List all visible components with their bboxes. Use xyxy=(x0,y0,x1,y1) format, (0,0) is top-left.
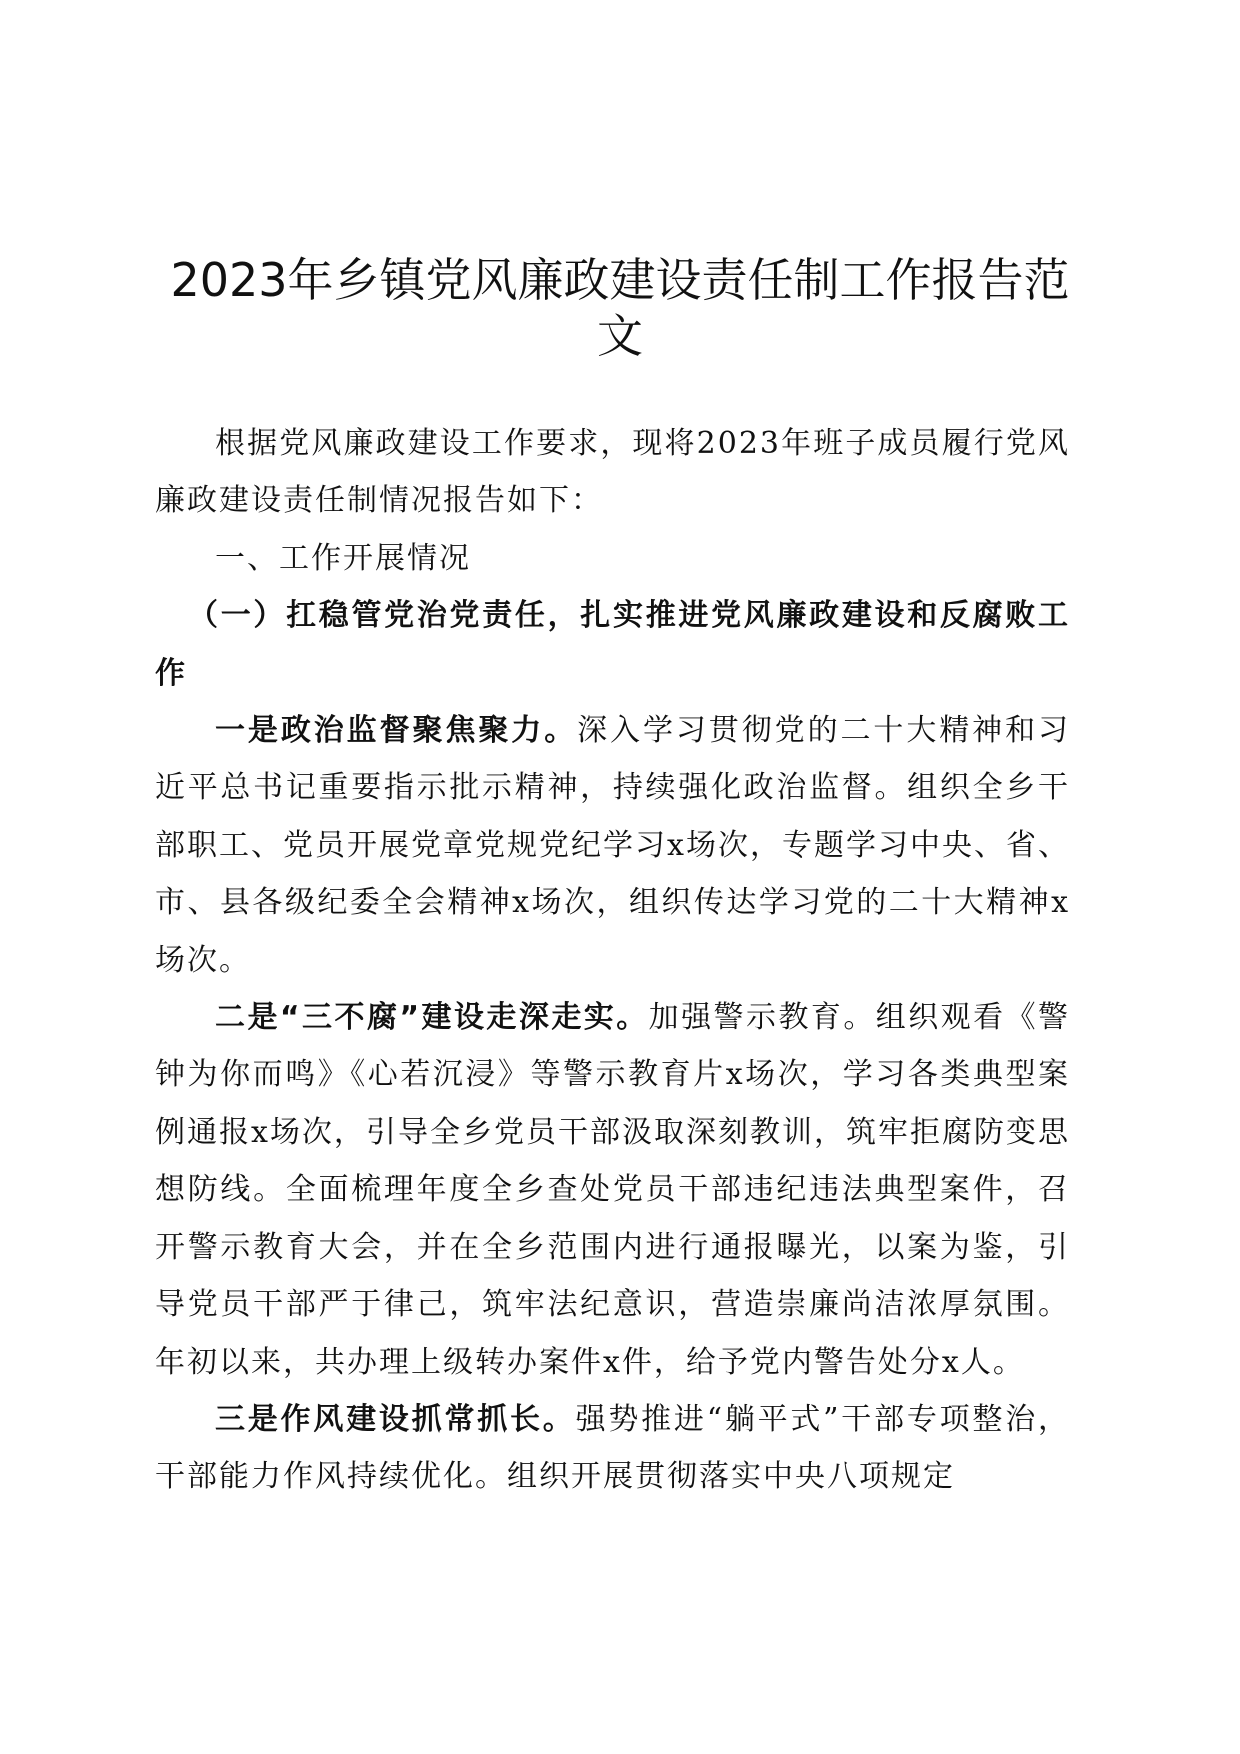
point-lead: 一是政治监督聚焦聚力。 xyxy=(215,713,578,749)
point-paragraph xyxy=(155,989,1070,1391)
point-paragraph xyxy=(155,1391,1070,1506)
document-title: 2023年乡镇党风廉政建设责任制工作报告范文 xyxy=(170,253,1070,363)
point-paragraph xyxy=(155,702,1070,989)
subsection-heading: （一）扛稳管党治党责任，扎实推进党风廉政建设和反腐败工作 xyxy=(155,598,1070,691)
point-text: 强势推进“躺平式”干部专项整治，干部能力作风持续优化。组织开展贯彻落实中央八项规定 xyxy=(155,1401,1070,1495)
document-body xyxy=(155,415,1070,1506)
point-text: 加强警示教育。组织观看《警钟为你而鸣》《心若沉浸》等警示教育片x场次，学习各类典型案例通报x场次，引导全乡党员干部汲取深刻教训，筑牢拒腐防变思想防线。全面梳理年度全乡查处党员干部违纪违法典型案件，召开警示教育大会，并在全乡范围内进行通报曝光，以案为鉴，引导党员干部严于律己，筑牢法纪意识，营造崇廉尚洁浓厚氛围。年初以来，共办理上级转办案件x件，给予党内警告处分x人。 xyxy=(155,1000,1071,1380)
point-text: 深入学习贯彻党的二十大精神和习近平总书记重要指示批示精神，持续强化政治监督。组织全乡干部职工、党员开展党章党规党纪学习x场次，专题学习中央、省、市、县各级纪委全会精神x场次，组织传达学习党的二十大精神x场次。 xyxy=(155,713,1071,978)
point-lead: 二是“三不腐”建设走深走实。 xyxy=(215,1000,649,1036)
intro-paragraph: 根据党风廉政建设工作要求，现将2023年班子成员履行党风廉政建设责任制情况报告如下： xyxy=(155,426,1070,519)
point-lead: 三是作风建设抓常抓长。 xyxy=(215,1401,576,1437)
section-heading: 一、工作开展情况 xyxy=(215,540,471,576)
